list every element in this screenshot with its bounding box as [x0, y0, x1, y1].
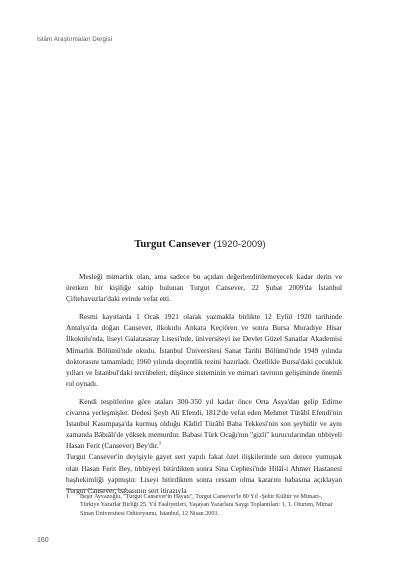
paragraph-4: Turgut Cansever'in deyişiyle gayet sert yapılı fakat özel ilişkilerinde son derece yumuşak olan Hasan Ferit Bey, tıbbiyeyi bitirdikten sonra Sina Cephesi'nde Hilâl-i Ahmer Hastanesi başhekimliği yapmıştır. Liseyi bitirdikten sonra ressam olma kararını babasına açıklayan Turgut Cansever, babasının sert itirazıyla: [66, 452, 342, 495]
paragraph-3-text: Kendi tespitlerine göre ataları 300-350 yıl kadar önce Orta Asya'dan gelip Edirne civarına yerleşmişler. Dedesi Şeyh Ali Efendi, 1812'de vefat eden Mehmet Türâbî Efendi'nin İstanbul Kasımpaşa'da kurmuş olduğu Kâdirî Türâbî Baba Tekkesi'nin son şeyhidir ve aynı zamanda Bâbıâli'de yüksek memurdur. Babası Türk Ocağı'nın "gizli" kurucularından tıbbiyeli Hasan Ferit (Cansever) Bey'dir.: [66, 396, 342, 451]
page-number: 160: [37, 537, 49, 544]
footnote-rule: [66, 489, 126, 490]
footnote: [66, 493, 342, 518]
paragraph-3: [66, 396, 342, 451]
footnote-marker: 1: [158, 441, 162, 447]
paragraph-1: Mesleği mimarlık olan, ama sadece bu açıdan değerlendirilemeyecek kadar derin ve üretken bir kişiliğe sahip bulunan Turgut Cansever, 22 Şubat 2009'da İstanbul Çiftehavuzlar'daki evinde vefat etti.: [66, 272, 342, 304]
footnote-text: Beşir Ayvazoğlu, "Turgut Cansever'in Hayatı", Turgut Cansever'le 80 Yıl -Şehir Kültür ve Mimari-, Türkiye Yazarlar Birliği 25. Yıl Faaliyetleri, Yaşayan Yazarlara Saygı Toplantıları: 1, 1. Oturum, Mimar Sinan Üniversitesi Oditoryumu, İstanbul, 12 Nisan 2003.: [80, 494, 333, 517]
running-head: İslâm Araştırmaları Dergisi: [37, 36, 113, 43]
title-name: Turgut Cansever: [134, 239, 211, 250]
footnote-number: 1: [66, 494, 70, 500]
title-years: (1920-2009): [213, 239, 266, 250]
article-title: [0, 239, 400, 250]
paragraph-2: Resmi kayıtlarda 1 Ocak 1921 olarak yazmakla birlikte 12 Eylül 1920 tarihinde Antalya'da doğan Cansever, ilkokulu Ankara Keçiören ve sonra Bursa Muradiye Hisar İlkokulu'nda, liseyi Galatasaray Lisesi'nde, üniversiteyi ise Devlet Güzel Sanatlar Akademisi Mimarlık Bölümü'nde okudu. İstanbul Üniversitesi Sanat Tarihi Bölümü'nde 1949 yılında doktorasını tamamladı; 1960 yılında doçentlik tezini hazırladı. Özellikle Bursa'daki çocukluk yılları ve İstanbul'daki tecrübeleri, düşünce sisteminin ve mimari tavrının gelişiminde önemli rol oynadı.: [66, 312, 342, 388]
article-body: [66, 271, 342, 503]
